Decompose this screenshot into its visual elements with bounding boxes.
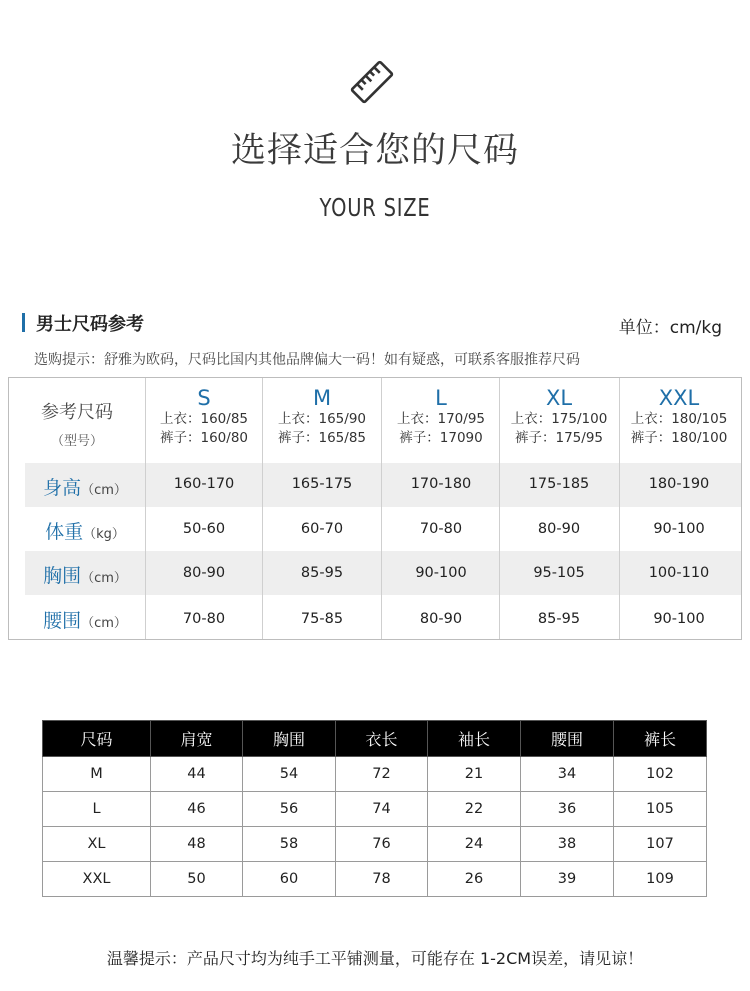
measurement-table [42,720,707,897]
table-cell: 78 [336,862,428,897]
size-name: S [197,386,211,410]
row-label-unit: （kg） [83,527,125,542]
table-cell: 85-95 [300,565,344,581]
table-cell: 75-85 [300,611,344,627]
table-cell: 85-95 [537,611,581,627]
ruler-icon [348,58,396,106]
table-row [43,827,707,862]
table-cell: 38 [521,827,614,862]
table-cell: 26 [428,862,521,897]
table-cell: 21 [428,757,521,792]
top-spec: 上衣：180/105 [630,411,728,427]
table-cell: 107 [614,827,707,862]
table-cell: 80-90 [537,521,581,537]
row-label-text: 腰围 [43,610,82,632]
pants-spec: 裤子：160/80 [160,430,248,446]
size-reference-table [8,377,742,640]
row-label-unit: （cm） [81,571,127,586]
table-cell: 74 [336,792,428,827]
pants-spec: 裤子：175/95 [515,430,603,446]
size-header-s [145,386,263,448]
table-cell: 180-190 [648,476,710,492]
size-name: XXL [658,386,700,410]
row-label-waist [25,606,145,633]
top-spec: 上衣：160/85 [160,411,248,427]
table-cell: 170-180 [410,476,472,492]
size-name: M [312,386,332,410]
column-header: 衣长 [336,721,428,757]
ref-size-sublabel: （型号） [50,434,103,449]
table-cell: 46 [151,792,243,827]
row-label-height [25,473,145,500]
footer-tip: 温馨提示：产品尺寸均为纯手工平铺测量，可能存在 1-2CM误差，请见谅！ [106,949,644,968]
table-cell: 58 [243,827,336,862]
pants-spec: 裤子：165/85 [278,430,366,446]
table-cell: 70-80 [419,521,463,537]
table-cell: 24 [428,827,521,862]
pants-spec: 裤子：17090 [399,430,483,446]
size-header-m [263,386,381,448]
table-cell: M [43,757,151,792]
table-cell: 90-100 [653,611,705,627]
unit-label: 单位：cm/kg [618,318,722,338]
table-cell: 160-170 [173,476,235,492]
table-cell: 95-105 [533,565,585,581]
page-title: 选择适合您的尺码 [230,131,519,171]
table-cell: 102 [614,757,707,792]
column-header: 袖长 [428,721,521,757]
size-header-l [382,386,500,448]
table-cell: 34 [521,757,614,792]
column-header: 尺码 [43,721,151,757]
table-cell: 80-90 [419,611,463,627]
table-cell: 100-110 [648,565,710,581]
size-header-xl [500,386,618,448]
column-header: 腰围 [521,721,614,757]
column-header: 裤长 [614,721,707,757]
section-header [22,310,722,336]
table-cell: 22 [428,792,521,827]
row-label-unit: （cm） [81,483,127,498]
table-cell: 44 [151,757,243,792]
section-accent-bar [22,313,25,332]
table-cell: XXL [43,862,151,897]
table-cell: 56 [243,792,336,827]
ref-size-header [9,398,145,449]
table-row [43,862,707,897]
table-cell: 80-90 [182,565,226,581]
row-label-text: 胸围 [43,565,82,587]
top-spec: 上衣：165/90 [278,411,366,427]
table-cell: 60 [243,862,336,897]
row-label-weight [25,517,145,544]
table-cell: 175-185 [528,476,590,492]
table-cell: 165-175 [291,476,353,492]
column-header: 胸围 [243,721,336,757]
table-row [43,792,707,827]
top-spec: 上衣：170/95 [397,411,485,427]
size-name: L [435,386,447,410]
table-cell: 90-100 [415,565,467,581]
size-header-xxl [620,386,738,448]
table-cell: 76 [336,827,428,862]
row-label-unit: （cm） [81,616,127,631]
size-name: XL [545,386,573,410]
table-cell: 54 [243,757,336,792]
row-label-text: 体重 [45,521,84,543]
table-cell: 50 [151,862,243,897]
table-cell: 72 [336,757,428,792]
table-cell: 48 [151,827,243,862]
pants-spec: 裤子：180/100 [630,430,728,446]
table-cell: 109 [614,862,707,897]
table-cell: 70-80 [182,611,226,627]
top-spec: 上衣：175/100 [510,411,608,427]
table-cell: 36 [521,792,614,827]
table-cell: 105 [614,792,707,827]
column-header: 肩宽 [151,721,243,757]
ref-size-label: 参考尺码 [41,402,113,423]
table-cell: L [43,792,151,827]
table-cell: 90-100 [653,521,705,537]
table-header-row [43,721,707,757]
table-cell: 60-70 [300,521,344,537]
page-subtitle: YOUR SIZE [319,193,431,222]
row-label-text: 身高 [43,477,82,499]
table-cell: 50-60 [182,521,226,537]
row-label-chest [25,561,145,588]
table-cell: XL [43,827,151,862]
table-row [43,757,707,792]
purchase-tip: 选购提示：舒雅为欧码，尺码比国内其他品牌偏大一码！如有疑惑，可联系客服推荐尺码 [34,352,580,368]
section-title: 男士尺码参考 [36,314,144,335]
table-cell: 39 [521,862,614,897]
